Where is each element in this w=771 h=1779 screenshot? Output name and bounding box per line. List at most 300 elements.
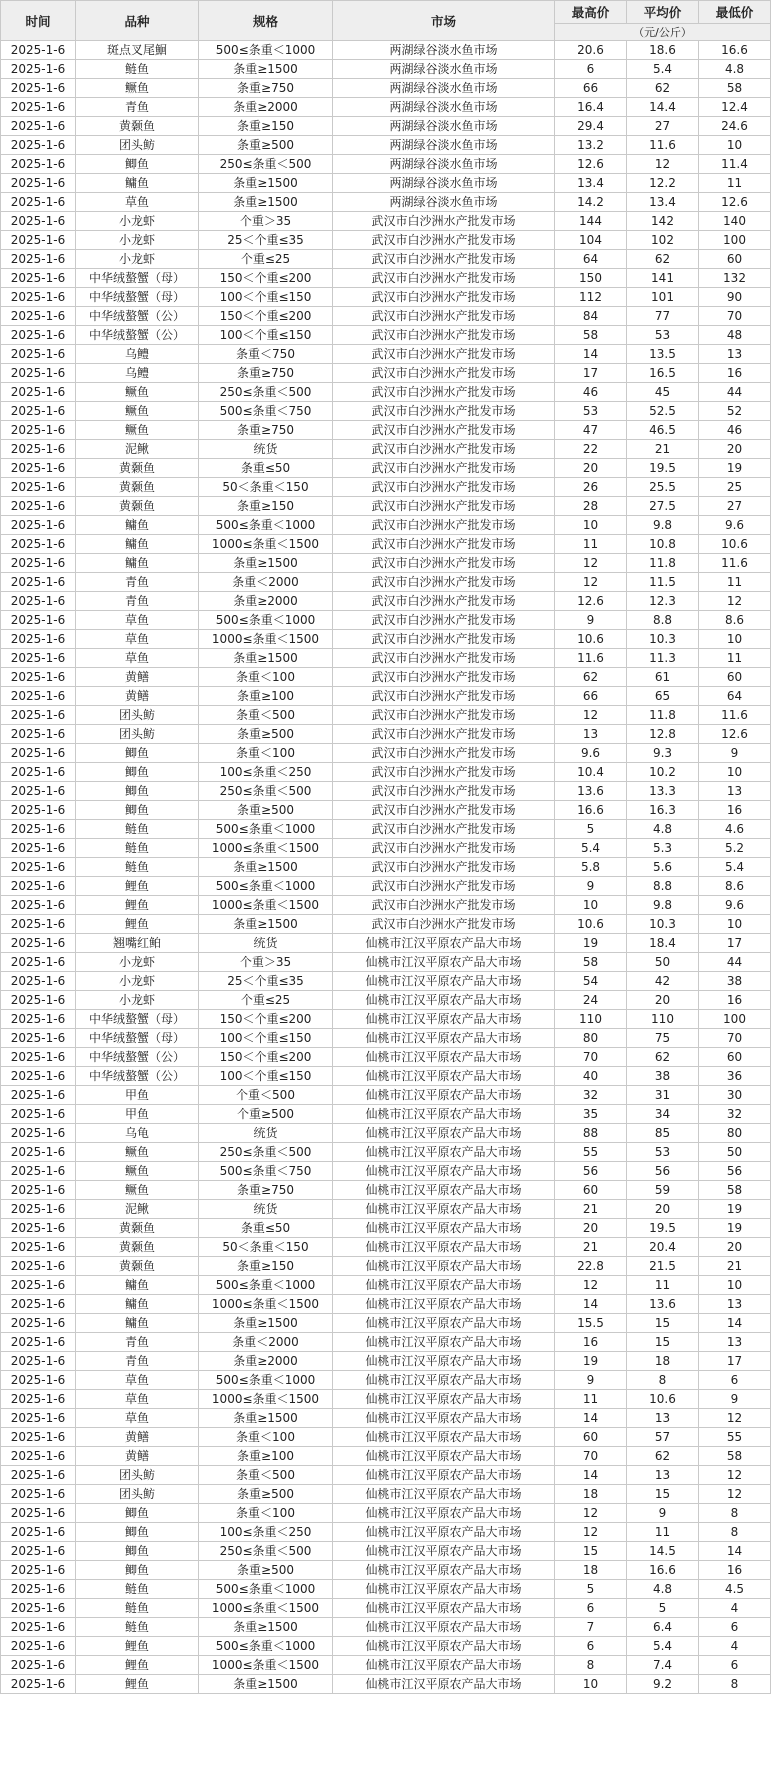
cell-avg: 27.5 <box>627 497 699 516</box>
cell-low: 13 <box>699 1333 771 1352</box>
cell-high: 5 <box>555 1580 627 1599</box>
cell-variety: 草鱼 <box>76 1390 199 1409</box>
cell-time: 2025-1-6 <box>1 1238 76 1257</box>
cell-spec: 100＜个重≤150 <box>199 288 333 307</box>
cell-low: 70 <box>699 307 771 326</box>
cell-variety: 青鱼 <box>76 1352 199 1371</box>
cell-variety: 乌鳢 <box>76 364 199 383</box>
table-row <box>1 1238 771 1257</box>
cell-variety: 鳙鱼 <box>76 516 199 535</box>
cell-avg: 13 <box>627 1466 699 1485</box>
cell-avg: 141 <box>627 269 699 288</box>
cell-low: 13 <box>699 782 771 801</box>
cell-market: 仙桃市江汉平原农产品大市场 <box>333 1561 555 1580</box>
cell-variety: 草鱼 <box>76 1371 199 1390</box>
cell-spec: 150＜个重≤200 <box>199 307 333 326</box>
cell-market: 仙桃市江汉平原农产品大市场 <box>333 991 555 1010</box>
cell-time: 2025-1-6 <box>1 60 76 79</box>
cell-avg: 10.3 <box>627 630 699 649</box>
cell-high: 70 <box>555 1447 627 1466</box>
cell-spec: 个重＞35 <box>199 212 333 231</box>
cell-market: 武汉市白沙洲水产批发市场 <box>333 592 555 611</box>
cell-low: 56 <box>699 1162 771 1181</box>
cell-avg: 8.8 <box>627 611 699 630</box>
cell-high: 13.4 <box>555 174 627 193</box>
cell-time: 2025-1-6 <box>1 1580 76 1599</box>
cell-low: 10.6 <box>699 535 771 554</box>
cell-time: 2025-1-6 <box>1 383 76 402</box>
cell-time: 2025-1-6 <box>1 839 76 858</box>
cell-spec: 条重＜100 <box>199 668 333 687</box>
table-row <box>1 611 771 630</box>
cell-variety: 翘嘴红鲌 <box>76 934 199 953</box>
cell-market: 仙桃市江汉平原农产品大市场 <box>333 1656 555 1675</box>
cell-market: 仙桃市江汉平原农产品大市场 <box>333 1238 555 1257</box>
cell-time: 2025-1-6 <box>1 1618 76 1637</box>
table-row <box>1 326 771 345</box>
cell-market: 仙桃市江汉平原农产品大市场 <box>333 1029 555 1048</box>
cell-avg: 10.2 <box>627 763 699 782</box>
cell-low: 10 <box>699 136 771 155</box>
cell-market: 武汉市白沙洲水产批发市场 <box>333 231 555 250</box>
cell-variety: 鲤鱼 <box>76 896 199 915</box>
cell-high: 5.8 <box>555 858 627 877</box>
cell-spec: 条重≥2000 <box>199 592 333 611</box>
cell-time: 2025-1-6 <box>1 212 76 231</box>
cell-time: 2025-1-6 <box>1 136 76 155</box>
table-body <box>1 41 771 1694</box>
cell-market: 武汉市白沙洲水产批发市场 <box>333 877 555 896</box>
cell-market: 仙桃市江汉平原农产品大市场 <box>333 1371 555 1390</box>
table-row <box>1 763 771 782</box>
cell-time: 2025-1-6 <box>1 98 76 117</box>
table-row <box>1 1124 771 1143</box>
cell-market: 武汉市白沙洲水产批发市场 <box>333 421 555 440</box>
cell-spec: 条重≥2000 <box>199 98 333 117</box>
cell-avg: 13.5 <box>627 345 699 364</box>
cell-high: 13.6 <box>555 782 627 801</box>
cell-low: 30 <box>699 1086 771 1105</box>
cell-avg: 38 <box>627 1067 699 1086</box>
cell-avg: 75 <box>627 1029 699 1048</box>
cell-avg: 9.3 <box>627 744 699 763</box>
cell-avg: 11 <box>627 1276 699 1295</box>
cell-high: 7 <box>555 1618 627 1637</box>
cell-avg: 16.6 <box>627 1561 699 1580</box>
cell-market: 两湖绿谷淡水鱼市场 <box>333 155 555 174</box>
table-row <box>1 1409 771 1428</box>
table-row <box>1 1105 771 1124</box>
cell-spec: 个重≤25 <box>199 250 333 269</box>
table-row <box>1 1257 771 1276</box>
cell-spec: 条重≥150 <box>199 497 333 516</box>
cell-low: 11.6 <box>699 706 771 725</box>
cell-avg: 56 <box>627 1162 699 1181</box>
cell-low: 60 <box>699 250 771 269</box>
cell-time: 2025-1-6 <box>1 41 76 60</box>
table-row <box>1 1561 771 1580</box>
cell-spec: 条重≥1500 <box>199 915 333 934</box>
cell-variety: 鲫鱼 <box>76 1504 199 1523</box>
cell-spec: 100＜个重≤150 <box>199 326 333 345</box>
cell-market: 武汉市白沙洲水产批发市场 <box>333 687 555 706</box>
cell-low: 4.6 <box>699 820 771 839</box>
cell-high: 9 <box>555 1371 627 1390</box>
cell-low: 25 <box>699 478 771 497</box>
table-row <box>1 1580 771 1599</box>
cell-time: 2025-1-6 <box>1 972 76 991</box>
cell-spec: 个重≤25 <box>199 991 333 1010</box>
table-row <box>1 1143 771 1162</box>
cell-low: 12 <box>699 1409 771 1428</box>
table-row <box>1 459 771 478</box>
cell-low: 46 <box>699 421 771 440</box>
cell-spec: 个重＜500 <box>199 1086 333 1105</box>
cell-low: 80 <box>699 1124 771 1143</box>
cell-avg: 11.8 <box>627 554 699 573</box>
cell-spec: 250≤条重＜500 <box>199 1542 333 1561</box>
cell-low: 16.6 <box>699 41 771 60</box>
cell-market: 仙桃市江汉平原农产品大市场 <box>333 1162 555 1181</box>
cell-time: 2025-1-6 <box>1 364 76 383</box>
table-row <box>1 1314 771 1333</box>
cell-avg: 18 <box>627 1352 699 1371</box>
cell-high: 13 <box>555 725 627 744</box>
cell-time: 2025-1-6 <box>1 459 76 478</box>
table-row <box>1 60 771 79</box>
table-row <box>1 307 771 326</box>
cell-time: 2025-1-6 <box>1 440 76 459</box>
cell-high: 144 <box>555 212 627 231</box>
cell-high: 15.5 <box>555 1314 627 1333</box>
cell-time: 2025-1-6 <box>1 1523 76 1542</box>
table-row <box>1 1067 771 1086</box>
cell-spec: 1000≤条重＜1500 <box>199 1390 333 1409</box>
table-row <box>1 383 771 402</box>
cell-high: 10 <box>555 896 627 915</box>
cell-high: 20.6 <box>555 41 627 60</box>
cell-high: 58 <box>555 953 627 972</box>
cell-market: 武汉市白沙洲水产批发市场 <box>333 269 555 288</box>
cell-avg: 5 <box>627 1599 699 1618</box>
cell-time: 2025-1-6 <box>1 630 76 649</box>
cell-time: 2025-1-6 <box>1 231 76 250</box>
cell-high: 14 <box>555 1295 627 1314</box>
cell-market: 仙桃市江汉平原农产品大市场 <box>333 1067 555 1086</box>
cell-time: 2025-1-6 <box>1 1542 76 1561</box>
cell-time: 2025-1-6 <box>1 421 76 440</box>
table-row <box>1 478 771 497</box>
cell-low: 140 <box>699 212 771 231</box>
cell-variety: 泥鳅 <box>76 1200 199 1219</box>
cell-high: 10 <box>555 516 627 535</box>
cell-avg: 12.2 <box>627 174 699 193</box>
cell-low: 38 <box>699 972 771 991</box>
cell-time: 2025-1-6 <box>1 1276 76 1295</box>
cell-low: 4.5 <box>699 1580 771 1599</box>
cell-spec: 25＜个重≤35 <box>199 972 333 991</box>
cell-high: 47 <box>555 421 627 440</box>
cell-low: 20 <box>699 440 771 459</box>
cell-market: 仙桃市江汉平原农产品大市场 <box>333 1542 555 1561</box>
cell-time: 2025-1-6 <box>1 1162 76 1181</box>
cell-variety: 中华绒螯蟹（公） <box>76 1067 199 1086</box>
cell-variety: 黄鳝 <box>76 1447 199 1466</box>
cell-variety: 鲢鱼 <box>76 60 199 79</box>
cell-market: 仙桃市江汉平原农产品大市场 <box>333 1314 555 1333</box>
cell-time: 2025-1-6 <box>1 1219 76 1238</box>
table-row <box>1 1276 771 1295</box>
cell-market: 仙桃市江汉平原农产品大市场 <box>333 934 555 953</box>
cell-spec: 条重≥1500 <box>199 649 333 668</box>
cell-spec: 条重≥750 <box>199 1181 333 1200</box>
cell-spec: 50＜条重＜150 <box>199 478 333 497</box>
cell-market: 两湖绿谷淡水鱼市场 <box>333 174 555 193</box>
cell-market: 武汉市白沙洲水产批发市场 <box>333 554 555 573</box>
cell-spec: 500≤条重＜1000 <box>199 1580 333 1599</box>
table-row <box>1 1447 771 1466</box>
header-market: 市场 <box>333 1 555 41</box>
cell-variety: 乌龟 <box>76 1124 199 1143</box>
cell-variety: 鳜鱼 <box>76 1181 199 1200</box>
cell-high: 11 <box>555 535 627 554</box>
cell-low: 12.4 <box>699 98 771 117</box>
cell-avg: 11.3 <box>627 649 699 668</box>
cell-high: 13.2 <box>555 136 627 155</box>
cell-low: 17 <box>699 934 771 953</box>
cell-avg: 102 <box>627 231 699 250</box>
cell-spec: 统货 <box>199 440 333 459</box>
cell-time: 2025-1-6 <box>1 1029 76 1048</box>
cell-low: 16 <box>699 1561 771 1580</box>
table-row <box>1 288 771 307</box>
cell-high: 84 <box>555 307 627 326</box>
table-row <box>1 630 771 649</box>
cell-spec: 150＜个重≤200 <box>199 269 333 288</box>
cell-high: 6 <box>555 60 627 79</box>
cell-avg: 9.8 <box>627 896 699 915</box>
cell-spec: 条重≥750 <box>199 79 333 98</box>
header-low: 最低价 <box>699 1 771 24</box>
cell-low: 36 <box>699 1067 771 1086</box>
cell-time: 2025-1-6 <box>1 744 76 763</box>
cell-variety: 鲫鱼 <box>76 763 199 782</box>
cell-time: 2025-1-6 <box>1 573 76 592</box>
cell-low: 16 <box>699 364 771 383</box>
cell-low: 12.6 <box>699 725 771 744</box>
table-row <box>1 1542 771 1561</box>
cell-variety: 鳜鱼 <box>76 402 199 421</box>
cell-variety: 团头鲂 <box>76 1485 199 1504</box>
table-row <box>1 364 771 383</box>
table-row <box>1 421 771 440</box>
cell-low: 27 <box>699 497 771 516</box>
cell-avg: 142 <box>627 212 699 231</box>
cell-market: 武汉市白沙洲水产批发市场 <box>333 820 555 839</box>
cell-spec: 250≤条重＜500 <box>199 1143 333 1162</box>
table-row <box>1 915 771 934</box>
cell-market: 武汉市白沙洲水产批发市场 <box>333 288 555 307</box>
header-unit: （元/公斤） <box>627 24 699 41</box>
cell-market: 两湖绿谷淡水鱼市场 <box>333 136 555 155</box>
cell-high: 12 <box>555 573 627 592</box>
cell-low: 44 <box>699 383 771 402</box>
cell-avg: 15 <box>627 1333 699 1352</box>
cell-high: 150 <box>555 269 627 288</box>
cell-spec: 250≤条重＜500 <box>199 155 333 174</box>
cell-time: 2025-1-6 <box>1 1314 76 1333</box>
cell-spec: 100≤条重＜250 <box>199 1523 333 1542</box>
cell-time: 2025-1-6 <box>1 1466 76 1485</box>
cell-spec: 条重≥1500 <box>199 1314 333 1333</box>
cell-variety: 鳙鱼 <box>76 1276 199 1295</box>
cell-market: 两湖绿谷淡水鱼市场 <box>333 193 555 212</box>
cell-time: 2025-1-6 <box>1 1181 76 1200</box>
cell-avg: 20.4 <box>627 1238 699 1257</box>
cell-spec: 条重＜100 <box>199 1504 333 1523</box>
cell-time: 2025-1-6 <box>1 402 76 421</box>
cell-low: 10 <box>699 763 771 782</box>
table-row <box>1 1675 771 1694</box>
cell-avg: 9 <box>627 1504 699 1523</box>
cell-avg: 13 <box>627 1409 699 1428</box>
cell-time: 2025-1-6 <box>1 592 76 611</box>
cell-variety: 草鱼 <box>76 649 199 668</box>
cell-spec: 500≤条重＜1000 <box>199 1276 333 1295</box>
cell-high: 35 <box>555 1105 627 1124</box>
cell-avg: 14.5 <box>627 1542 699 1561</box>
cell-avg: 19.5 <box>627 1219 699 1238</box>
cell-spec: 1000≤条重＜1500 <box>199 630 333 649</box>
cell-variety: 鲤鱼 <box>76 1675 199 1694</box>
cell-high: 29.4 <box>555 117 627 136</box>
cell-spec: 150＜个重≤200 <box>199 1048 333 1067</box>
cell-time: 2025-1-6 <box>1 326 76 345</box>
table-row <box>1 250 771 269</box>
cell-high: 62 <box>555 668 627 687</box>
cell-time: 2025-1-6 <box>1 1200 76 1219</box>
cell-variety: 团头鲂 <box>76 136 199 155</box>
cell-variety: 鲫鱼 <box>76 744 199 763</box>
cell-market: 两湖绿谷淡水鱼市场 <box>333 98 555 117</box>
cell-low: 60 <box>699 1048 771 1067</box>
cell-market: 仙桃市江汉平原农产品大市场 <box>333 1086 555 1105</box>
table-row <box>1 155 771 174</box>
cell-variety: 鳜鱼 <box>76 383 199 402</box>
cell-time: 2025-1-6 <box>1 307 76 326</box>
table-row <box>1 117 771 136</box>
cell-low: 50 <box>699 1143 771 1162</box>
cell-low: 9 <box>699 1390 771 1409</box>
table-row <box>1 991 771 1010</box>
cell-spec: 条重≥100 <box>199 687 333 706</box>
cell-variety: 小龙虾 <box>76 212 199 231</box>
cell-variety: 鲢鱼 <box>76 1580 199 1599</box>
table-row <box>1 1390 771 1409</box>
header-avg: 平均价 <box>627 1 699 24</box>
cell-variety: 乌鳢 <box>76 345 199 364</box>
cell-market: 仙桃市江汉平原农产品大市场 <box>333 1143 555 1162</box>
cell-high: 14 <box>555 1409 627 1428</box>
cell-high: 88 <box>555 1124 627 1143</box>
cell-spec: 500≤条重＜1000 <box>199 1637 333 1656</box>
cell-high: 10 <box>555 1675 627 1694</box>
cell-market: 仙桃市江汉平原农产品大市场 <box>333 1485 555 1504</box>
cell-avg: 13.6 <box>627 1295 699 1314</box>
cell-time: 2025-1-6 <box>1 554 76 573</box>
cell-variety: 鲤鱼 <box>76 1637 199 1656</box>
cell-high: 12 <box>555 554 627 573</box>
cell-variety: 黄鳝 <box>76 1428 199 1447</box>
header-spec: 规格 <box>199 1 333 41</box>
cell-spec: 条重≥1500 <box>199 193 333 212</box>
cell-variety: 鳜鱼 <box>76 421 199 440</box>
cell-variety: 鳙鱼 <box>76 1314 199 1333</box>
table-row <box>1 345 771 364</box>
cell-avg: 12.8 <box>627 725 699 744</box>
cell-time: 2025-1-6 <box>1 1067 76 1086</box>
cell-spec: 统货 <box>199 1124 333 1143</box>
cell-spec: 500≤条重＜1000 <box>199 1371 333 1390</box>
cell-variety: 黄颡鱼 <box>76 478 199 497</box>
cell-low: 11.4 <box>699 155 771 174</box>
cell-market: 仙桃市江汉平原农产品大市场 <box>333 1580 555 1599</box>
cell-time: 2025-1-6 <box>1 1485 76 1504</box>
cell-high: 18 <box>555 1561 627 1580</box>
cell-spec: 500≤条重＜750 <box>199 402 333 421</box>
cell-avg: 8 <box>627 1371 699 1390</box>
cell-spec: 25＜个重≤35 <box>199 231 333 250</box>
cell-high: 20 <box>555 1219 627 1238</box>
cell-spec: 1000≤条重＜1500 <box>199 1295 333 1314</box>
cell-high: 55 <box>555 1143 627 1162</box>
cell-spec: 条重≥500 <box>199 1485 333 1504</box>
table-row <box>1 1656 771 1675</box>
cell-market: 武汉市白沙洲水产批发市场 <box>333 896 555 915</box>
cell-market: 仙桃市江汉平原农产品大市场 <box>333 1105 555 1124</box>
cell-high: 70 <box>555 1048 627 1067</box>
cell-avg: 52.5 <box>627 402 699 421</box>
cell-time: 2025-1-6 <box>1 250 76 269</box>
cell-market: 武汉市白沙洲水产批发市场 <box>333 706 555 725</box>
cell-time: 2025-1-6 <box>1 155 76 174</box>
cell-high: 6 <box>555 1637 627 1656</box>
cell-market: 武汉市白沙洲水产批发市场 <box>333 535 555 554</box>
cell-market: 武汉市白沙洲水产批发市场 <box>333 782 555 801</box>
cell-variety: 中华绒螯蟹（公） <box>76 307 199 326</box>
cell-high: 19 <box>555 1352 627 1371</box>
cell-high: 104 <box>555 231 627 250</box>
cell-avg: 53 <box>627 326 699 345</box>
cell-low: 10 <box>699 915 771 934</box>
cell-avg: 42 <box>627 972 699 991</box>
table-row <box>1 706 771 725</box>
cell-low: 8 <box>699 1504 771 1523</box>
cell-variety: 青鱼 <box>76 1333 199 1352</box>
cell-variety: 中华绒螯蟹（母） <box>76 1010 199 1029</box>
cell-market: 武汉市白沙洲水产批发市场 <box>333 326 555 345</box>
cell-avg: 5.4 <box>627 60 699 79</box>
table-row <box>1 1010 771 1029</box>
table-row <box>1 1504 771 1523</box>
cell-spec: 150＜个重≤200 <box>199 1010 333 1029</box>
cell-market: 武汉市白沙洲水产批发市场 <box>333 516 555 535</box>
cell-time: 2025-1-6 <box>1 725 76 744</box>
cell-avg: 12 <box>627 155 699 174</box>
cell-spec: 250≤条重＜500 <box>199 383 333 402</box>
cell-time: 2025-1-6 <box>1 1599 76 1618</box>
cell-variety: 草鱼 <box>76 611 199 630</box>
